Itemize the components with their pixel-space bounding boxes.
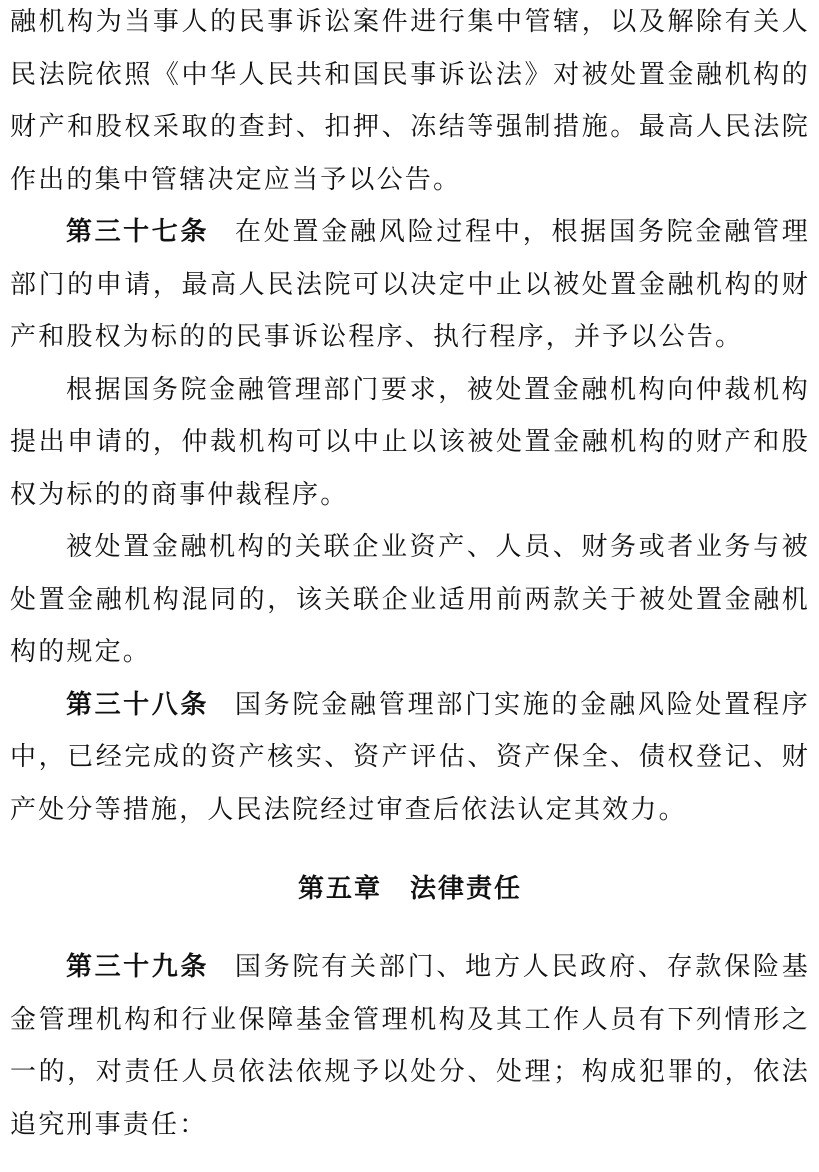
article-number: 第三十八条 xyxy=(66,689,209,720)
article-text: 在处置金融风险过程中，根据国务院金融管理部门的申请，最高人民法院可以决定中止以被处置金融机构的财产和股权为标的的民事诉讼程序、执行程序，并予以公告。 xyxy=(10,217,810,352)
paragraph-text: 被处置金融机构的关联企业资产、人员、财务或者业务与被处置金融机构混同的，该关联企业适用前两款关于被处置金融机构的规定。 xyxy=(10,532,810,667)
document-page xyxy=(10,0,810,1151)
article-39 xyxy=(10,941,810,1151)
article-text: 国务院金融管理部门实施的金融风险处置程序中，已经完成的资产核实、资产评估、资产保全、债权登记、财产处分等措施，人民法院经过审查后依法认定其效力。 xyxy=(10,689,810,825)
article-37-paragraph-3 xyxy=(10,521,810,679)
paragraph-text: 融机构为当事人的民事诉讼案件进行集中管辖，以及解除有关人民法院依照《中华人民共和国民事诉讼法》对被处置金融机构的财产和股权采取的查封、扣押、冻结等强制措施。最高人民法院作出的集中管辖决定应当予以公告。 xyxy=(10,7,810,195)
article-37 xyxy=(10,206,810,364)
article-number: 第三十七条 xyxy=(66,217,209,247)
continued-paragraph xyxy=(10,0,810,206)
article-37-paragraph-2 xyxy=(10,364,810,522)
article-38 xyxy=(10,679,810,837)
article-text: 国务院有关部门、地方人民政府、存款保险基金管理机构和行业保障基金管理机构及其工作人员有下列情形之一的，对责任人员依法依规予以处分、处理；构成犯罪的，依法追究刑事责任： xyxy=(10,952,810,1140)
article-number: 第三十九条 xyxy=(66,952,209,982)
paragraph-text: 根据国务院金融管理部门要求，被处置金融机构向仲裁机构提出申请的，仲裁机构可以中止以该被处置金融机构的财产和股权为标的的商事仲裁程序。 xyxy=(10,374,810,510)
chapter-heading: 第五章 法律责任 xyxy=(297,874,522,904)
